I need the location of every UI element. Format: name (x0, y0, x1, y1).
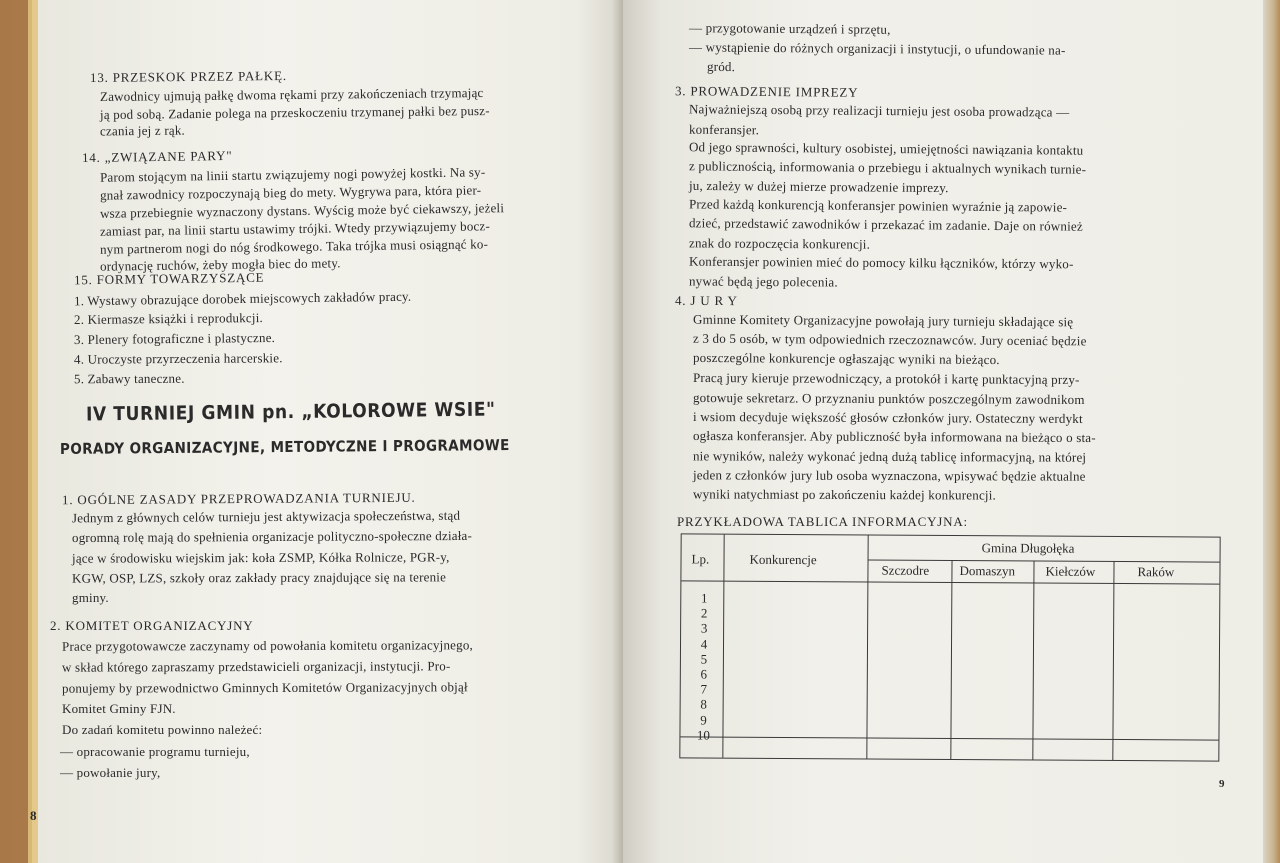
section1-line-4: KGW, OSP, LZS, szkoły oraz zakłady pracy znajdujące się na terenie (71, 569, 447, 586)
section4-line-2: z 3 do 5 osób, w tym odpowiednich rzeczoznawców. Jury oceniać będzie (692, 330, 1087, 349)
table-header-village-1: Szczodre (881, 562, 930, 578)
section4-line-4: Pracą jury kieruje przewodniczący, a protokół i kartę punktacyjną przy- (692, 369, 1080, 388)
section2-heading: 2. KOMITET ORGANIZACYJNY (50, 618, 254, 633)
table-header-village-3: Kiełczów (1045, 563, 1096, 579)
section2-line-2: w skład którego zapraszamy przedstawicieli organizacji, instytucji. Pro- (61, 658, 451, 675)
section3-line-2: konferansjer. (688, 121, 760, 138)
table-row-number: 6 (700, 666, 708, 682)
info-board-table (679, 533, 1220, 761)
document-title: IV TURNIEJ GMIN pn. „KOLOROWE WSIE" (85, 398, 496, 426)
section2-line-5: Do zadań komitetu powinno należeć: (62, 722, 263, 737)
section1-line-5: gminy. (72, 590, 109, 605)
item15-line-3: 3. Plenery fotograficzne i plastyczne. (73, 329, 276, 348)
section3-line-8: znak do rozpoczęcia konkurencji. (688, 235, 871, 252)
table-header-konkurencje: Konkurencje (749, 551, 817, 568)
table-row-number: 1 (701, 590, 708, 606)
section1-line-1: Jednym z głównych celów turnieju jest aktywizacja społeczeństwa, stąd (71, 507, 461, 526)
table-header-village-2: Domaszyn (959, 563, 1016, 579)
item13-heading: 13. PRZESKOK PRZEZ PAŁKĘ. (89, 67, 287, 86)
section4-line-1: Gminne Komitety Organizacyjne powołają jury turnieju składające się (692, 311, 1074, 330)
table-divider-village-1 (950, 560, 952, 759)
table-row-numbers (688, 590, 719, 742)
table-row-number: 2 (700, 605, 708, 621)
section2-line-7: — powołanie jury, (60, 765, 161, 780)
section4-line-6: i wsiom decyduje większość głosów członków jury. Ostateczny werdykt (692, 408, 1083, 427)
item14-line-6: ordynację ruchów, żeby mogła biec do mety. (99, 255, 341, 274)
page-stack-edge (1263, 0, 1280, 863)
section3-line-10: nywać będą jego polecenia. (688, 273, 838, 290)
section4-line-9: jeden z członków jury lub osoba wyznaczona, wpisywać będzie aktualne (692, 467, 1086, 484)
cont-line-2: — wystąpienie do różnych organizacji i instytucji, o ufundowanie na- (688, 39, 1066, 58)
section2-line-4: Komitet Gminy FJN. (62, 701, 176, 716)
section4-line-3: poszczególne konkurencje ogłaszając wyniki na bieżąco. (692, 349, 1000, 368)
item13-line-1: Zawodnicy ujmują pałkę dwoma rękami przy zakończeniach trzymając (99, 84, 484, 105)
table-divider-village-3 (1112, 561, 1114, 760)
table-divider-konkurencje (866, 535, 868, 758)
section3-line-4: z publicznością, informowania o przebiegu i aktualnych wynikach turnie- (688, 158, 1087, 177)
item15-line-2: 2. Kiermasze książki i reprodukcji. (73, 310, 264, 327)
section2-line-6: — opracowanie programu turnieju, (60, 744, 250, 759)
item15-line-4: 4. Uroczyste przyrzeczenia harcerskie. (73, 350, 283, 367)
item15-line-1: 1. Wystawy obrazujące dorobek miejscowych zakładów pracy. (73, 288, 412, 309)
table-caption: PRZYKŁADOWA TABLICA INFORMACYJNA: (677, 514, 968, 529)
table-row-number: 3 (700, 620, 708, 636)
cont-line-1: — przygotowanie urządzeń i sprzętu, (688, 20, 891, 37)
section3-line-3: Od jego sprawności, kultury osobistej, umiejętności nawiązania kontaktu (688, 139, 1084, 158)
item13-line-2: ją pod sobą. Zadanie polega na przeskoczeniu trzymanej pałki bez pusz- (99, 102, 490, 123)
section1-heading: 1. OGÓLNE ZASADY PRZEPROWADZANIA TURNIEJU. (61, 489, 416, 508)
left-page (30, 0, 623, 863)
section3-line-9: Konferansjer powinien mieć do pomocy kilku łączników, którzy wyko- (688, 253, 1074, 272)
item14-line-1: Parom stojącym na linii startu związujemy nogi powyżej kostki. Na sy- (99, 164, 486, 185)
section1-line-2: ogromną rolę mają do spełnienia organizacje polityczno-społeczne działa- (71, 527, 473, 546)
table-row-number: 10 (696, 727, 711, 743)
table-row-number: 8 (700, 696, 707, 712)
item14-line-3: wsza przebiegnie wyznaczony dystans. Wyścig może być ciekawszy, jeżeli (99, 200, 505, 221)
item14-line-5: nym partnerom nogi do nóg środkowego. Taka trójka musi osiągnąć ko- (99, 236, 489, 257)
item14-heading: 14. „ZWIĄZANE PARY" (81, 147, 233, 166)
table-row-number: 5 (700, 651, 708, 667)
cont-line-3: gród. (706, 58, 736, 75)
section4-line-10: wyniki natychmiast po zakończeniu każdej konkurencji. (692, 486, 997, 503)
section1-line-3: jące w środowisku wiejskim jak: koła ZSMP, Kółka Rolnicze, PGR-y, (71, 549, 450, 566)
table-row-number: 4 (700, 636, 708, 652)
section2-line-1: Prace przygotowawcze zaczynamy od powołania komitetu organizacyjnego, (61, 637, 474, 654)
section4-line-7: ogłasza konferansjer. Aby publiczność była informowana na bieżąco o sta- (692, 427, 1096, 446)
page-number-right: 9 (1219, 778, 1225, 790)
page-number-left: 8 (30, 808, 37, 823)
section4-line-8: nie wyników, należy wykonać jedną dużą tablicę informacyjną, na której (692, 448, 1087, 465)
table-row-number: 7 (700, 681, 708, 697)
section2-line-3: ponujemy by przewodnictwo Gminnych Komitetów Organizacyjnych objął (61, 679, 468, 696)
section3-line-6: Przed każdą konkurencją konferansjer powinien wyraźnie ją zapowie- (688, 196, 1068, 215)
table-header-gmina: Gmina Długołęka (981, 540, 1075, 556)
table-header-lp: Lp. (691, 551, 710, 567)
item13-line-3: czania jej z rąk. (99, 122, 186, 139)
item14-line-4: zamiast par, na linii startu ustawimy trójki. Wtedy przywiązujemy bocz- (99, 218, 491, 239)
section3-line-1: Najważniejszą osobą przy realizacji turnieju jest osoba prowadząca — (688, 101, 1070, 120)
item15-line-5: 5. Zabawy taneczne. (73, 370, 185, 387)
item15-heading: 15. FORMY TOWARZYSZĄCE (73, 269, 265, 288)
section3-heading: 3. PROWADZENIE IMPREZY (674, 83, 859, 100)
table-header-village-4: Raków (1137, 564, 1175, 580)
table-divider-village-2 (1032, 561, 1034, 760)
section3-line-7: dzieć, przedstawić zawodników i przekazać im zadanie. Daje on również (688, 215, 1083, 234)
section4-heading: 4. J U R Y (674, 292, 738, 309)
document-subtitle: PORADY ORGANIZACYJNE, METODYCZNE I PROGRAMOWE (59, 436, 510, 458)
table-row-number: 9 (700, 712, 707, 728)
section4-line-5: gotowuje sekretarz. O przyznaniu punktów poszczególnym zawodnikom (692, 389, 1085, 408)
table-divider-lp (722, 535, 724, 758)
section3-line-5: ju, zależy w dużej mierze prowadzenie imprezy. (688, 177, 949, 196)
item14-line-2: gnał zawodnicy rozpoczynają bieg do mety. Wygrywa para, która pier- (99, 182, 482, 203)
